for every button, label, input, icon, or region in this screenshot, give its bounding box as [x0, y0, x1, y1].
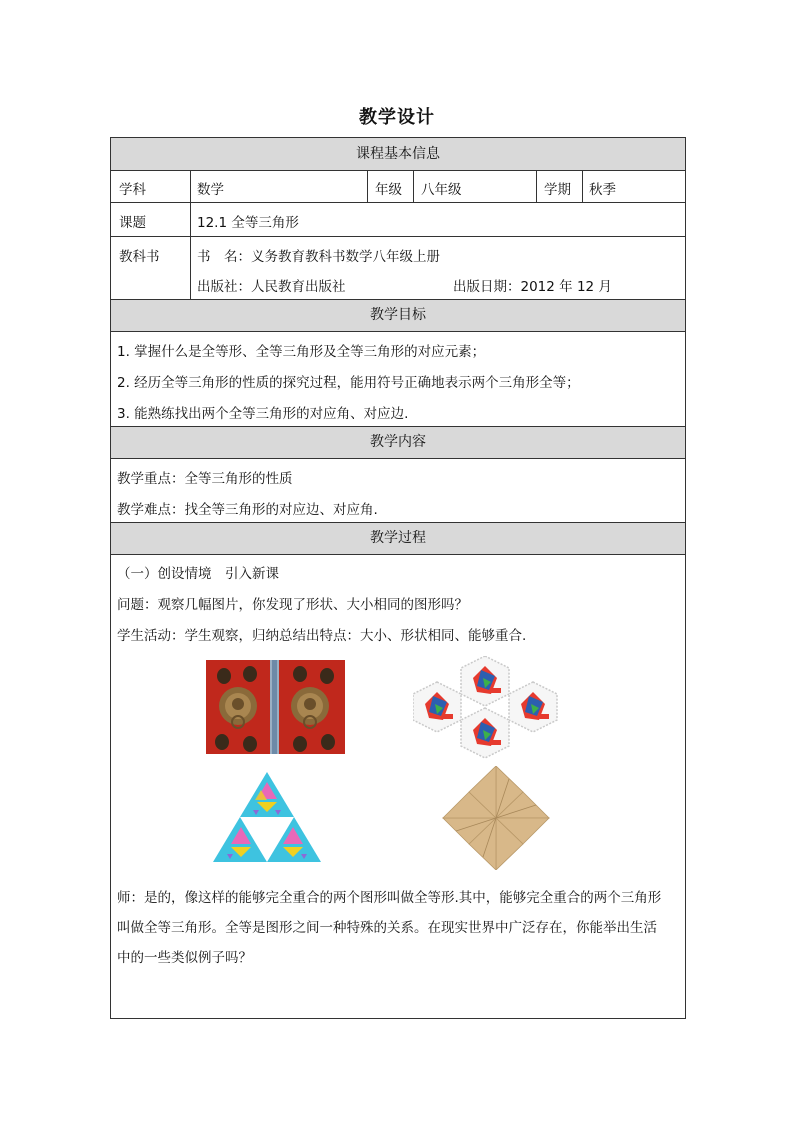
section-basic-info: 课程基本信息 [111, 138, 685, 170]
objective-item: 2. 经历全等三角形的性质的探究过程，能用符号正确地表示两个三角形全等； [117, 375, 580, 391]
topic-label: 课题 [119, 215, 146, 231]
publisher: 出版社：人民教育出版社 [197, 279, 346, 295]
term-label: 学期 [544, 182, 571, 198]
objective-item: 1. 掌握什么是全等形、全等三角形及全等三角形的对应元素； [117, 344, 486, 360]
grade-label: 年级 [375, 182, 402, 198]
hexagon-stamps-photo [413, 656, 559, 760]
door-knocker-photo [206, 660, 345, 754]
sierpinski-triangle-image [213, 772, 321, 862]
subject-label: 学科 [119, 182, 146, 198]
teacher-line: 中的一些类似例子吗？ [117, 950, 252, 966]
question: 问题：观察几幅图片，你发现了形状、大小相同的图形吗？ [117, 597, 468, 613]
term-value: 秋季 [589, 182, 616, 198]
publication-date: 出版日期：2012 年 12 月 [453, 279, 612, 295]
difficulty: 教学难点：找全等三角形的对应边、对应角. [117, 502, 378, 518]
section-objectives: 教学目标 [111, 300, 685, 331]
grade-value: 八年级 [421, 182, 462, 198]
section-process: 教学过程 [111, 523, 685, 554]
teacher-line: 叫做全等三角形。全等是图形之间一种特殊的关系。在现实世界中广泛存在，你能举出生活 [117, 920, 657, 936]
topic-value: 12.1 全等三角形 [197, 215, 299, 231]
teacher-line: 师：是的，像这样的能够完全重合的两个图形叫做全等形.其中，能够完全重合的两个三角形 [117, 890, 662, 906]
lesson-table [110, 137, 686, 1019]
pinwheel-image [441, 766, 551, 870]
document-title: 教学设计 [359, 107, 435, 128]
textbook-label: 教科书 [119, 249, 160, 265]
step1-heading: （一）创设情境 引入新课 [117, 566, 279, 582]
subject-value: 数学 [197, 182, 224, 198]
student-activity: 学生活动：学生观察，归纳总结出特点：大小、形状相同、能够重合. [117, 628, 527, 644]
section-content: 教学内容 [111, 427, 685, 458]
key-point: 教学重点：全等三角形的性质 [117, 471, 293, 487]
book-name: 书 名：义务教育教科书数学八年级上册 [197, 249, 440, 265]
objective-item: 3. 能熟练找出两个全等三角形的对应角、对应边. [117, 406, 409, 422]
